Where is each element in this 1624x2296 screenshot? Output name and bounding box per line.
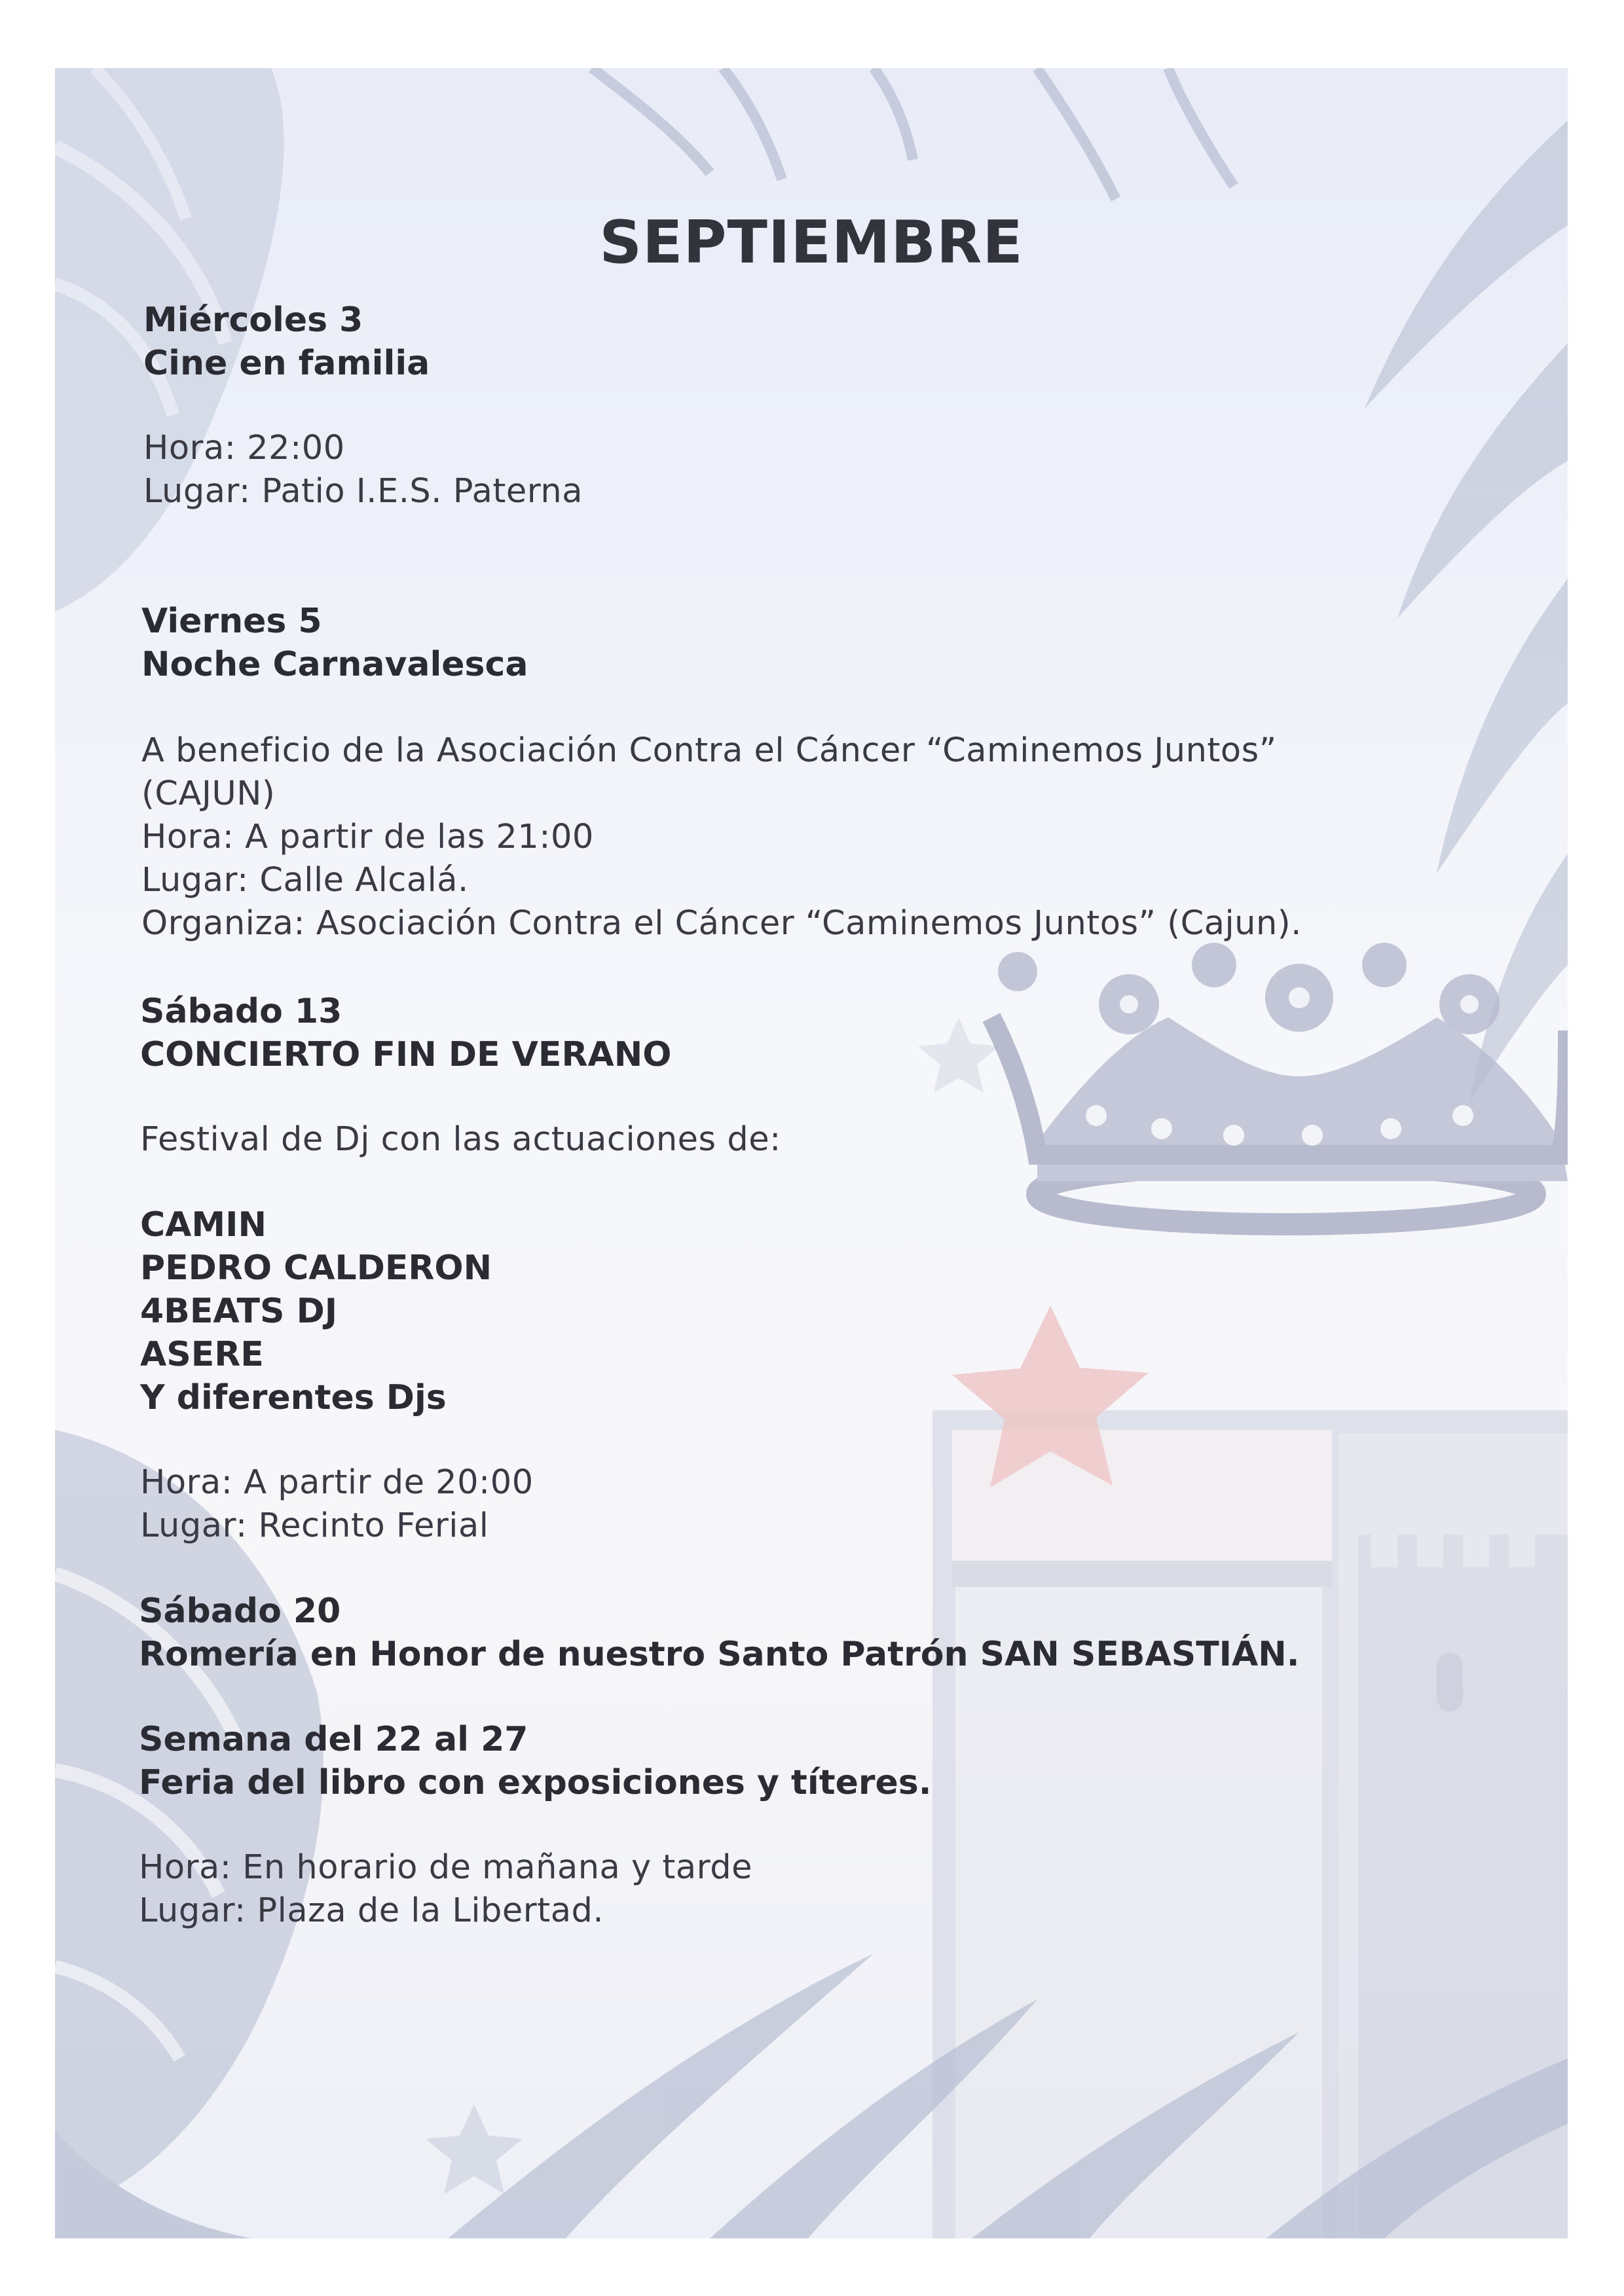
page-sheet (55, 68, 1568, 2238)
event-2-beneficiary: A beneficio de la Asociación Contra el Cáncer “Caminemos Juntos” (141, 731, 1277, 770)
event-1-day: Miércoles 3 (143, 301, 363, 340)
event-5-day: Semana del 22 al 27 (139, 1720, 528, 1759)
event-1-time: Hora: 22:00 (143, 429, 345, 467)
event-4-name: Romería en Honor de nuestro Santo Patrón SAN SEBASTIÁN. (139, 1635, 1300, 1674)
event-5-time: Hora: En horario de mañana y tarde (139, 1848, 752, 1887)
event-3-artist: PEDRO CALDERON (140, 1248, 492, 1288)
event-3-artist: Y diferentes Djs (140, 1378, 447, 1417)
event-5-name: Feria del libro con exposiciones y títeres. (139, 1763, 932, 1802)
event-2-beneficiary-abbr: (CAJUN) (141, 774, 276, 813)
event-2-place: Lugar: Calle Alcalá. (141, 861, 469, 900)
event-3-intro: Festival de Dj con las actuaciones de: (140, 1120, 781, 1159)
event-3-artist: CAMIN (140, 1205, 267, 1245)
events-content (55, 68, 1568, 2238)
event-3-artist: ASERE (140, 1335, 264, 1374)
event-4-day: Sábado 20 (139, 1592, 341, 1631)
event-3-day: Sábado 13 (140, 992, 342, 1031)
event-2-day: Viernes 5 (141, 602, 322, 641)
event-3-place: Lugar: Recinto Ferial (140, 1506, 489, 1545)
event-2-organizer: Organiza: Asociación Contra el Cáncer “Caminemos Juntos” (Cajun). (141, 904, 1302, 943)
event-1-place: Lugar: Patio I.E.S. Paterna (143, 472, 583, 511)
event-2-name: Noche Carnavalesca (141, 645, 528, 684)
event-3-name: CONCIERTO FIN DE VERANO (140, 1035, 672, 1074)
event-3-artist: 4BEATS DJ (140, 1292, 338, 1331)
event-2-time: Hora: A partir de las 21:00 (141, 818, 594, 856)
event-5-place: Lugar: Plaza de la Libertad. (139, 1891, 604, 1930)
event-3-time: Hora: A partir de 20:00 (140, 1463, 534, 1502)
event-1-name: Cine en familia (143, 344, 430, 383)
month-title: SEPTIEMBRE (599, 208, 1024, 277)
